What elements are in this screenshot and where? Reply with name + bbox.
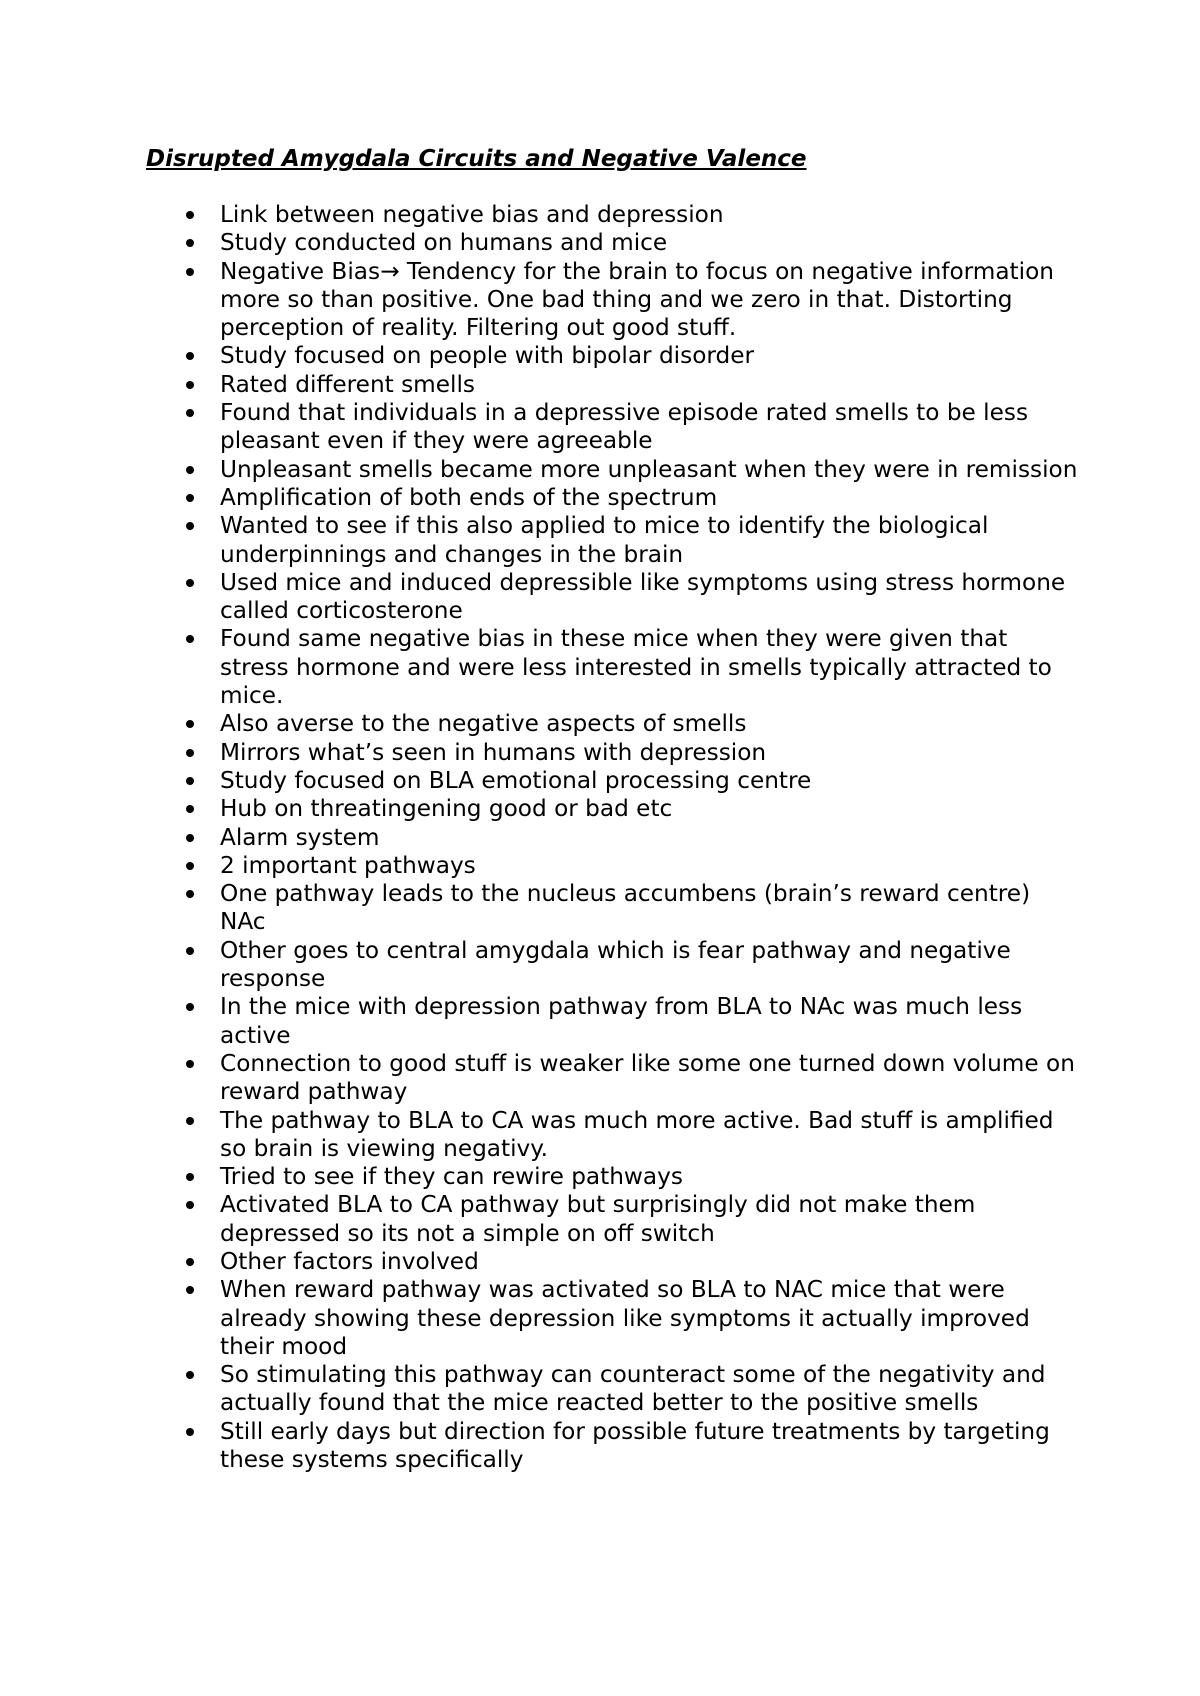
bullet-dot-icon — [186, 862, 194, 870]
bullet-dot-icon — [186, 522, 194, 530]
list-item-text: Amplification of both ends of the spectrum — [220, 483, 718, 511]
list-item — [150, 993, 1080, 1050]
list-item — [150, 484, 1080, 512]
bullet-dot-icon — [186, 805, 194, 813]
bullet-dot-icon — [186, 1117, 194, 1125]
bullet-dot-icon — [186, 268, 194, 276]
list-item-text: Hub on threatingening good or bad etc — [220, 795, 673, 823]
list-item — [150, 937, 1080, 994]
bullet-dot-icon — [186, 211, 194, 219]
bullet-dot-icon — [186, 1060, 194, 1068]
list-item — [150, 1361, 1080, 1418]
list-item-text: Activated BLA to CA pathway but surprisingly did not make them depressed so its not a simple on off switch — [220, 1191, 976, 1247]
bullet-dot-icon — [186, 1371, 194, 1379]
bullet-dot-icon — [186, 720, 194, 728]
list-item — [150, 512, 1080, 569]
bullet-dot-icon — [186, 1173, 194, 1181]
list-item — [150, 1163, 1080, 1191]
bullet-dot-icon — [186, 834, 194, 842]
bullet-dot-icon — [186, 239, 194, 247]
bullet-dot-icon — [186, 1003, 194, 1011]
list-item-text: Wanted to see if this also applied to mice to identify the biological underpinnings and changes in the brain — [220, 512, 989, 568]
list-item — [150, 399, 1080, 456]
list-item-text: When reward pathway was activated so BLA to NAC mice that were already showing these depression like symptoms it actually improved their mood — [220, 1276, 1030, 1360]
list-item-text: Other factors involved — [220, 1247, 479, 1275]
list-item-text: Study conducted on humans and mice — [220, 229, 668, 257]
list-item — [150, 739, 1080, 767]
list-item — [150, 880, 1080, 937]
list-item — [150, 1107, 1080, 1164]
list-item-text: Used mice and induced depressible like symptoms using stress hormone called corticosterone — [220, 568, 1066, 625]
list-item-text: So stimulating this pathway can counteract some of the negativity and actually found that the mice reacted better to the positive smells — [220, 1361, 1046, 1417]
list-item — [150, 371, 1080, 399]
bullet-dot-icon — [186, 1258, 194, 1266]
list-item-text: In the mice with depression pathway from BLA to NAc was much less active — [220, 993, 1023, 1049]
bullet-dot-icon — [186, 635, 194, 643]
list-item-text: The pathway to BLA to CA was much more active. Bad stuff is amplified so brain is viewing negativy. — [220, 1106, 1054, 1162]
bullet-dot-icon — [186, 1428, 194, 1436]
list-item-text: Study focused on people with bipolar disorder — [220, 342, 755, 370]
list-item — [150, 456, 1080, 484]
list-item — [150, 1191, 1080, 1248]
list-item-text: Connection to good stuff is weaker like some one turned down volume on reward pathway — [220, 1049, 1075, 1106]
bullet-dot-icon — [186, 494, 194, 502]
list-item — [150, 710, 1080, 738]
list-item-text: Tried to see if they can rewire pathways — [220, 1163, 683, 1191]
list-item-text: Still early days but direction for possible future treatments by targeting these systems specifically — [220, 1417, 1050, 1474]
list-item-text: Unpleasant smells became more unpleasant when they were in remission — [220, 455, 1078, 483]
list-item-text: Found that individuals in a depressive episode rated smells to be less pleasant even if they were agreeable — [220, 399, 1029, 455]
list-item — [150, 342, 1080, 370]
list-item-text: Also averse to the negative aspects of smells — [220, 710, 747, 738]
list-item-text: One pathway leads to the nucleus accumbens (brain’s reward centre) NAc — [220, 880, 1031, 936]
bullet-dot-icon — [186, 749, 194, 757]
list-item — [150, 824, 1080, 852]
bullet-dot-icon — [186, 890, 194, 898]
bullet-dot-icon — [186, 1201, 194, 1209]
bullet-dot-icon — [186, 409, 194, 417]
list-item — [150, 229, 1080, 257]
list-item — [150, 1276, 1080, 1361]
list-item-text: Mirrors what’s seen in humans with depression — [220, 738, 767, 766]
list-item — [150, 569, 1080, 626]
bullet-dot-icon — [186, 381, 194, 389]
list-item — [150, 1050, 1080, 1107]
bullet-dot-icon — [186, 466, 194, 474]
bullet-dot-icon — [186, 777, 194, 785]
list-item — [150, 1248, 1080, 1276]
bullet-list — [150, 201, 1080, 1474]
list-item — [150, 1418, 1080, 1475]
list-item-text: Rated different smells — [220, 370, 476, 398]
list-item — [150, 767, 1080, 795]
list-item-text: 2 important pathways — [220, 851, 476, 879]
document-title: Disrupted Amygdala Circuits and Negative Valence — [146, 146, 807, 172]
list-item — [150, 795, 1080, 823]
list-item-text: Found same negative bias in these mice when they were given that stress hormone and were less interested in smells typically attracted to mice. — [220, 625, 1052, 710]
bullet-dot-icon — [186, 352, 194, 360]
list-item — [150, 201, 1080, 229]
list-item-text: Negative Bias→ Tendency for the brain to focus on negative information more so than positive. One bad thing and we zero in that. Distorting perception of reality. Filtering out good stuff. — [220, 257, 1054, 342]
bullet-dot-icon — [186, 947, 194, 955]
bullet-dot-icon — [186, 579, 194, 587]
list-item-text: Study focused on BLA emotional processing centre — [220, 766, 812, 794]
list-item-text: Other goes to central amygdala which is fear pathway and negative response — [220, 936, 1011, 993]
bullet-dot-icon — [186, 1286, 194, 1294]
list-item — [150, 625, 1080, 710]
list-item — [150, 852, 1080, 880]
list-item-text: Alarm system — [220, 823, 380, 851]
list-item-text: Link between negative bias and depression — [220, 201, 724, 228]
list-item — [150, 258, 1080, 343]
